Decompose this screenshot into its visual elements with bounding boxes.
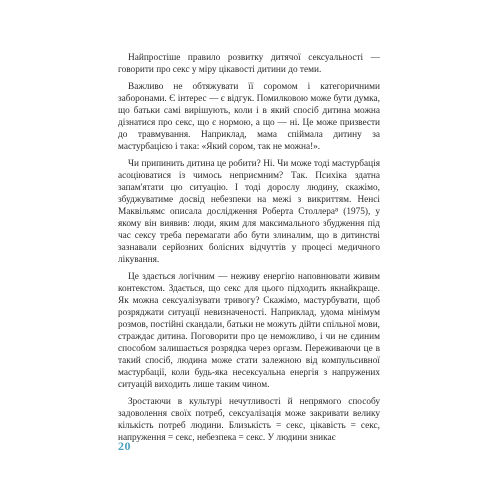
body-text (118, 52, 380, 449)
paragraph-2: Важливо не обтяжувати її соромом і категоричними заборонами. Є інтерес — є відгук. Помилковою може бути думка, що батьки самі вирішують, коли і в який спосіб дитина можна дізнатися про секс, що є нормою, а що — ні. Це може призвести до травмування. Наприклад, мама спіймала дитину за мастурбацією і така: «Який сором, так не можна!». (118, 82, 380, 152)
paragraph-3: Чи припинить дитина це робити? Ні. Чи може тоді мастурбація асоціюватися із чимось неприємним? Так. Психіка здатна запам'ятати цю ситуацію. І тоді дорослу людину, скажімо, збуджуватиме досвід небезпеки на межі з викриттям. Ненсі Маквільямс описала дослідження Роберта Столлера⁸ (1975), у якому він виявив: люди, яким для максимального збудження під час сексу треба перемагати або бути злиналим, що в дитинстві зазнавали серйозних болісних відчуттів у процесі медичного лікування. (118, 159, 380, 265)
page-number: 20 (118, 439, 131, 453)
paragraph-1: Найпростіше правило розвитку дитячої сексуальності — говорити про секс у міру цікавості дитини до теми. (118, 53, 380, 75)
paragraph-5: Зростаючи в культурі нечутливості й непрямого способу задоволення своїх потреб, сексуалізація може закривати велику кількість потреб людини. Близькість = секс, цікавість = секс, напруження = секс, небезпека = секс. У людини зникає (118, 397, 380, 443)
paragraph-4: Це здається логічним — неживу енергію наповнювати живим контекстом. Здається, що секс для цього підходить якнайкраще. Як можна сексуалізувати тривогу? Скажімо, мастурбувати, щоб розряджати ситуації невизначеності. Наприклад, удома мінімум розмов, постійні скандали, батьки не можуть дійти спільної мови, страждає дитина. Поговорити про це неможливо, і чи не єдиним способом залишається розрядка через оргазм. Переживаючи це в такий спосіб, людина може стати залежною від компульсивної мастурбації, коли будь-яка несексуальна енергія з напружених ситуацій виходить лише таким чином. (118, 272, 380, 390)
